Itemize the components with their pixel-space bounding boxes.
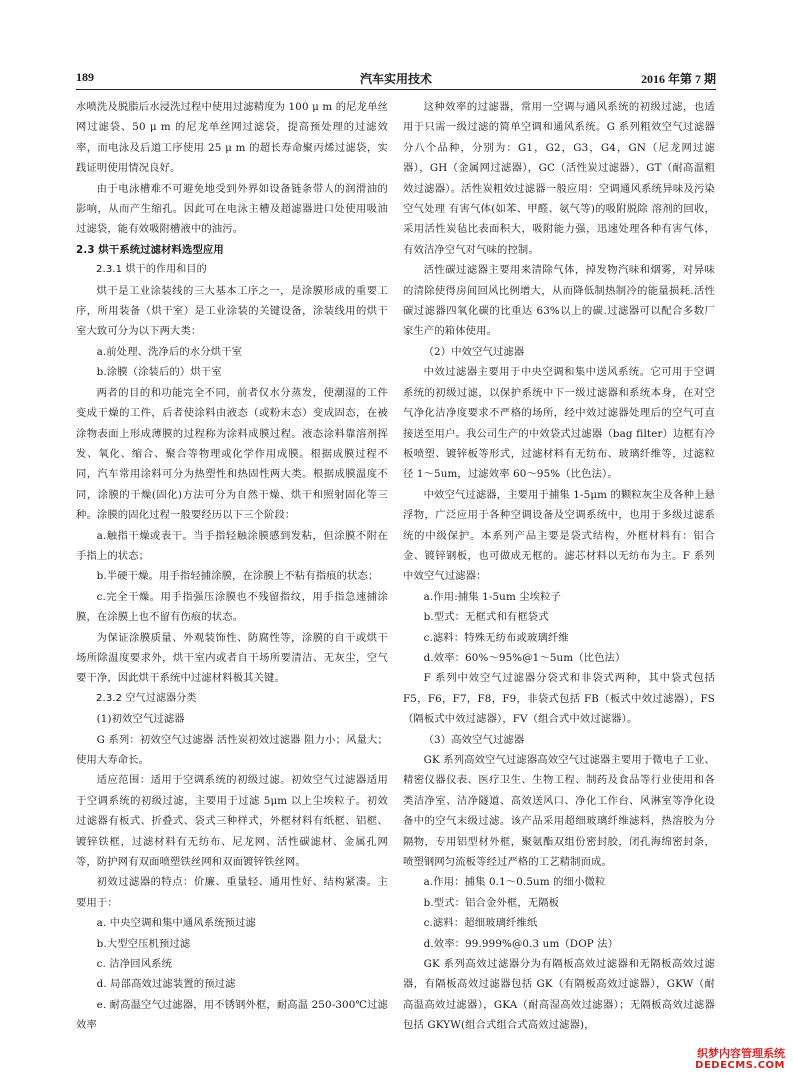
paragraph: 两者的目的和功能完全不同，前者仅水分蒸发，使潮湿的工件变成干燥的工件，后者使涂料由液态（或粉末态）变成固态，在被涂物表面上形成薄膜的过程称为涂料成膜过程。液态涂料靠溶剂挥发、氧化、缩合、聚合等物理或化学作用成膜。根据成膜过程不同，汽车常用涂料可分为热塑性和热固性两大类。根据成膜温度不同，涂膜的干燥(固化)方法可分为自然干燥、烘干和照射固化等三种。涂膜的固化过程一般要经历以下三个阶段： (76, 386, 388, 522)
paragraph: b.型式：铝合金外框，无隔板 (423, 896, 560, 909)
paragraph: b.大型空压机预过滤 (96, 937, 191, 950)
paragraph: a. 中央空调和集中通风系统预过滤 (96, 917, 256, 930)
paragraph: d.效率：99.999%@0.3 um（DOP 法） (423, 937, 619, 950)
paragraph: a.触指干燥或表干。当手指轻触涂膜感到发粘，但涂膜不附在手指上的状态； (76, 529, 388, 562)
header-rule (76, 89, 716, 90)
paragraph: d. 局部高效过滤装置的预过滤 (96, 978, 236, 991)
paragraph: （3）高效空气过滤器 (423, 733, 525, 746)
paragraph: GK 系列高效空气过滤器高效空气过滤器主要用于微电子工业、精密仪器仪表、医疗卫生、生物工程、制药及食品等行业使用和各类洁净室、洁净隧道、高效送风口、净化工作台、风淋室等净化设备中的空气末级过滤。该产品采用超细玻璃纤维滤料，热溶胶为分隔物，专用铝型材外框，聚氨酯双组份密封胶，闭孔海绵密封条，喷塑钢网匀流板等经过严格的工艺精制而成。 (403, 754, 715, 869)
paragraph: b.半硬干燥。用手指轻捕涂膜，在涂膜上不粘有指痕的状态； (96, 570, 379, 583)
paragraph: a.作用：捕集 0.1～0.5um 的细小微粒 (423, 876, 606, 889)
paragraph: 中效过滤器主要用于中央空调和集中送风系统。它可用于空调系统的初级过滤，以保护系统中下一级过滤器和系统本身，在对空气净化洁净度要求不严格的场所，经中效过滤器处理后的空气可直接送至用户。我公司生产的中效袋式过滤器（bag filter）边框有冷板喷塑、镀锌板等形式，过滤材料有无纺布、玻璃纤维等，过滤粒径 1～5um，过滤效率 60～95%（比色法）。 (403, 366, 715, 481)
paragraph: 由于电泳槽难不可避免地受到外界如设备链条带人的润滑油的影响，从而产生缩孔。因此可在电泳主槽及超滤器进口处使用吸油过滤袋，能有效吸附槽液中的油污。 (76, 182, 388, 236)
left-column (76, 97, 388, 1036)
paragraph: a.作用:捕集 1-5um 尘埃粒子 (423, 590, 562, 603)
issue-label: 2016 年第 7 期 (640, 72, 716, 86)
paragraph: （2）中效空气过滤器 (423, 345, 525, 358)
right-column (403, 97, 715, 1036)
watermark-line1: 织梦内容管理系统 (697, 1047, 785, 1060)
watermark-logo (687, 1045, 787, 1073)
paragraph: c.完全干燥。用手指强压涂膜也不残留指纹，用手指急速捕涂膜，在涂膜上也不留有伤痕的状态。 (76, 590, 388, 624)
paragraph: c. 洁净回风系统 (96, 958, 173, 971)
section-heading: 2.3.2 空气过滤器分类 (96, 692, 197, 704)
running-header (76, 70, 716, 88)
journal-title: 汽车实用技术 (359, 72, 432, 86)
paragraph: d.效率：60%～95%@1～5um（比色法） (423, 651, 626, 664)
paragraph: 水喷洗及脱脂后水浸洗过程中使用过滤精度为 100 μ m 的尼龙单丝网过滤袋、50 μ m 的尼龙单丝网过滤袋，提高预处理的过滤效率，而电泳及后道工序使用 25 μ m 的超长寿命聚丙烯过滤袋，实践证明使用情况良好。 (76, 101, 388, 175)
paragraph: 为保证涂膜质量、外观装饰性、防腐性等，涂膜的自干或烘干场所除温度要求外，烘干室内或者自干场所要清洁、无灰尘，空气要干净，因此烘干系统中过滤材料极其关键。 (76, 631, 388, 685)
section-heading: 2.3 烘干系统过滤材料选型应用 (76, 243, 224, 256)
paragraph: 这种效率的过滤器，常用一空调与通风系统的初级过滤，也适用于只需一级过滤的简单空调和通风系统。G 系列粗效空气过滤器分八个品种，分别为：G1，G2，G3，G4，GN（尼龙网过滤器），GH（金属网过滤器），GC（活性炭过滤器），GT（耐高温粗效过滤器）。活性炭粗效过滤器一般应用：空调通风系统异味及污染空气处理 有害气体(如苯、甲醛、氨气等)的吸附脱除 溶剂的回收，采用活性炭毡比表面积大，吸附能力强，迅速处理各种有害气体，有效洁净空气对气味的控制。 (403, 101, 715, 256)
paragraph: c.滤料：特殊无纺布或玻璃纤维 (423, 631, 569, 644)
paragraph: F 系列中效空气过滤器分袋式和非袋式两种，其中袋式包括 F5，F6，F7，F8，F9，非袋式包括 FB（板式中效过滤器），FS（隔板式中效过滤器），FV（组合式中效过滤器）。 (403, 672, 715, 726)
paragraph: 中效空气过滤器，主要用于捕集 1-5μm 的颗粒灰尘及各种上悬浮物，广泛应用于各种空调设备及空调系统中，也用于多级过滤系统的中级保护。本系列产品主要是袋式结构，外框材料有：铝合金、镀锌钢板，也可做成无框的。滤芯材料以无纺布为主。F 系列中效空气过滤器： (403, 488, 715, 583)
paragraph: 活性碳过滤器主要用来清除气体，掉发物汽味和烟雾，对异味的清除使得房间回风比例增大，从而降低制热制冷的能量损耗.活性碳过滤器四氧化碳的比重达 63%以上的碳.过滤器可以配合多数厂家生产的箱体使用。 (403, 264, 715, 338)
paragraph: 烘干是工业涂装线的三大基本工序之一，是涂膜形成的重要工序，所用装备（烘干室）是工业涂装的关键设备，涂装线用的烘干室大致可分为以下两大类： (76, 284, 388, 338)
watermark-line2: DEDECMS.COM (695, 1060, 785, 1071)
paragraph: (1)初效空气过滤器 (96, 713, 185, 726)
section-heading: 2.3.1 烘干的作用和目的 (96, 264, 207, 276)
paragraph: c.滤料：超细玻璃纤维纸 (423, 917, 538, 930)
paragraph: e. 耐高温空气过滤器，用不锈钢外框，耐高温 250-300℃过滤效率 (76, 998, 388, 1032)
paragraph: a.前处理、洗净后的水分烘干室 (96, 345, 243, 358)
paragraph: 初效过滤器的特点：价廉、重量轻、通用性好、结构紧凑。主要用于： (76, 876, 388, 909)
page-number: 189 (76, 70, 94, 84)
paragraph: G 系列：初效空气过滤器 活性炭初效过滤器 阻力小；风量大；使用大寿命长。 (76, 733, 388, 766)
paragraph: b.型式：无框式和有框袋式 (423, 611, 549, 624)
paragraph: 适应范围：适用于空调系统的初级过滤。初效空气过滤器适用于空调系统的初级过滤，主要用于过滤 5μm 以上尘埃粒子。初效过滤器有板式、折叠式、袋式三种样式，外框材料有纸框、铝框、镀锌铁框，过滤材料有无纺布、尼龙网、活性碳滤材、金属孔网等，防护网有双面喷塑铁丝网和双面镀锌铁丝网。 (76, 774, 388, 869)
paragraph: GK 系列高效过滤器分为有隔板高效过滤器和无隔板高效过滤器，有隔板高效过滤器包括 GK（有隔板高效过滤器），GKW（耐高温高效过滤器），GKA（耐高湿高效过滤器）；无隔板高效过滤器包括 GKYW(组合式组合式高效过滤器)， (403, 958, 715, 1032)
paragraph: b.涂膜（涂装后的）烘干室 (96, 366, 222, 379)
